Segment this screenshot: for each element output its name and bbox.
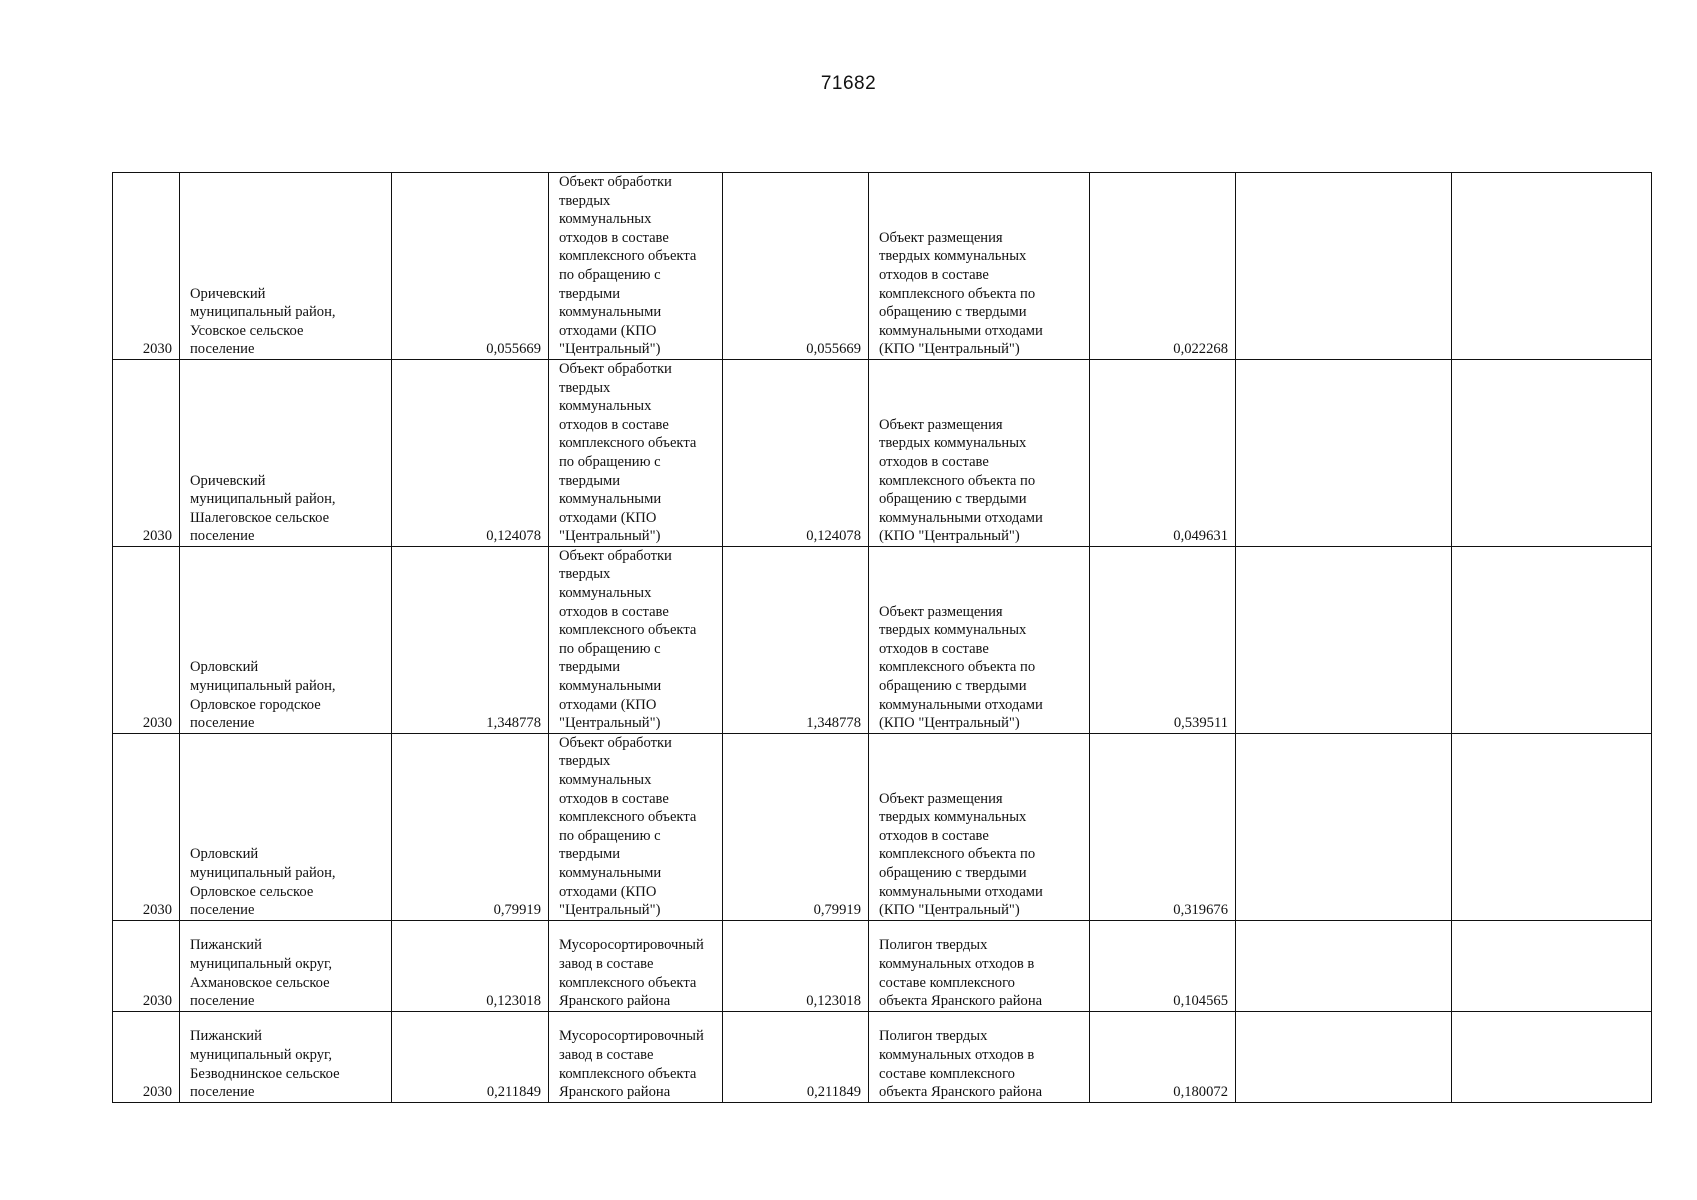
territory-cell: Оричевский муниципальный район, Шалеговское сельское поселение [180,359,392,546]
empty-cell [1236,546,1452,733]
disposal-volume-cell: 0,022268 [1090,173,1236,360]
year-cell: 2030 [113,546,180,733]
processing-object-cell: Объект обработки твердых коммунальных отходов в составе комплексного объекта по обращению с твердыми коммунальными отходами (КПО "Центральный") [549,173,723,360]
disposal-object-cell: Объект размещения твердых коммунальных отходов в составе комплексного объекта по обращению с твердыми коммунальными отходами (КПО "Центральный") [869,359,1090,546]
territory-cell: Орловский муниципальный район, Орловское городское поселение [180,546,392,733]
disposal-object-cell: Полигон твердых коммунальных отходов в составе комплексного объекта Яранского района [869,920,1090,1011]
volume-cell: 0,211849 [392,1011,549,1102]
empty-cell [1236,173,1452,360]
empty-cell [1236,920,1452,1011]
table-row [113,920,1652,1011]
page-number: 71682 [820,73,877,94]
table-row [113,546,1652,733]
processing-volume-cell: 0,124078 [723,359,869,546]
processing-volume-cell: 0,211849 [723,1011,869,1102]
year-cell: 2030 [113,359,180,546]
year-cell: 2030 [113,173,180,360]
year-cell: 2030 [113,733,180,920]
processing-object-cell: Объект обработки твердых коммунальных отходов в составе комплексного объекта по обращению с твердыми коммунальными отходами (КПО "Центральный") [549,733,723,920]
empty-cell [1452,1011,1652,1102]
empty-cell [1236,1011,1452,1102]
territory-cell: Орловский муниципальный район, Орловское сельское поселение [180,733,392,920]
empty-cell [1452,359,1652,546]
processing-volume-cell: 0,123018 [723,920,869,1011]
disposal-volume-cell: 0,180072 [1090,1011,1236,1102]
territory-cell: Пижанский муниципальный округ, Ахмановское сельское поселение [180,920,392,1011]
disposal-volume-cell: 0,049631 [1090,359,1236,546]
disposal-object-cell: Объект размещения твердых коммунальных отходов в составе комплексного объекта по обращению с твердыми коммунальными отходами (КПО "Центральный") [869,173,1090,360]
processing-volume-cell: 1,348778 [723,546,869,733]
processing-object-cell: Объект обработки твердых коммунальных отходов в составе комплексного объекта по обращению с твердыми коммунальными отходами (КПО "Центральный") [549,359,723,546]
disposal-object-cell: Объект размещения твердых коммунальных отходов в составе комплексного объекта по обращению с твердыми коммунальными отходами (КПО "Центральный") [869,546,1090,733]
empty-cell [1452,173,1652,360]
volume-cell: 0,055669 [392,173,549,360]
table-row [113,173,1652,360]
disposal-volume-cell: 0,104565 [1090,920,1236,1011]
disposal-object-cell: Объект размещения твердых коммунальных отходов в составе комплексного объекта по обращению с твердыми коммунальными отходами (КПО "Центральный") [869,733,1090,920]
year-cell: 2030 [113,1011,180,1102]
volume-cell: 0,79919 [392,733,549,920]
processing-volume-cell: 0,055669 [723,173,869,360]
table-row [113,1011,1652,1102]
territory-cell: Пижанский муниципальный округ, Безводнинское сельское поселение [180,1011,392,1102]
volume-cell: 0,124078 [392,359,549,546]
empty-cell [1452,920,1652,1011]
processing-object-cell: Мусоросортировочный завод в составе комплексного объекта Яранского района [549,1011,723,1102]
empty-cell [1236,733,1452,920]
empty-cell [1452,546,1652,733]
waste-flow-table [112,172,1652,1103]
year-cell: 2030 [113,920,180,1011]
table-row [113,359,1652,546]
empty-cell [1236,359,1452,546]
disposal-object-cell: Полигон твердых коммунальных отходов в составе комплексного объекта Яранского района [869,1011,1090,1102]
processing-object-cell: Объект обработки твердых коммунальных отходов в составе комплексного объекта по обращению с твердыми коммунальными отходами (КПО "Центральный") [549,546,723,733]
volume-cell: 1,348778 [392,546,549,733]
processing-volume-cell: 0,79919 [723,733,869,920]
territory-cell: Оричевский муниципальный район, Усовское сельское поселение [180,173,392,360]
disposal-volume-cell: 0,319676 [1090,733,1236,920]
table-row [113,733,1652,920]
empty-cell [1452,733,1652,920]
disposal-volume-cell: 0,539511 [1090,546,1236,733]
volume-cell: 0,123018 [392,920,549,1011]
processing-object-cell: Мусоросортировочный завод в составе комплексного объекта Яранского района [549,920,723,1011]
